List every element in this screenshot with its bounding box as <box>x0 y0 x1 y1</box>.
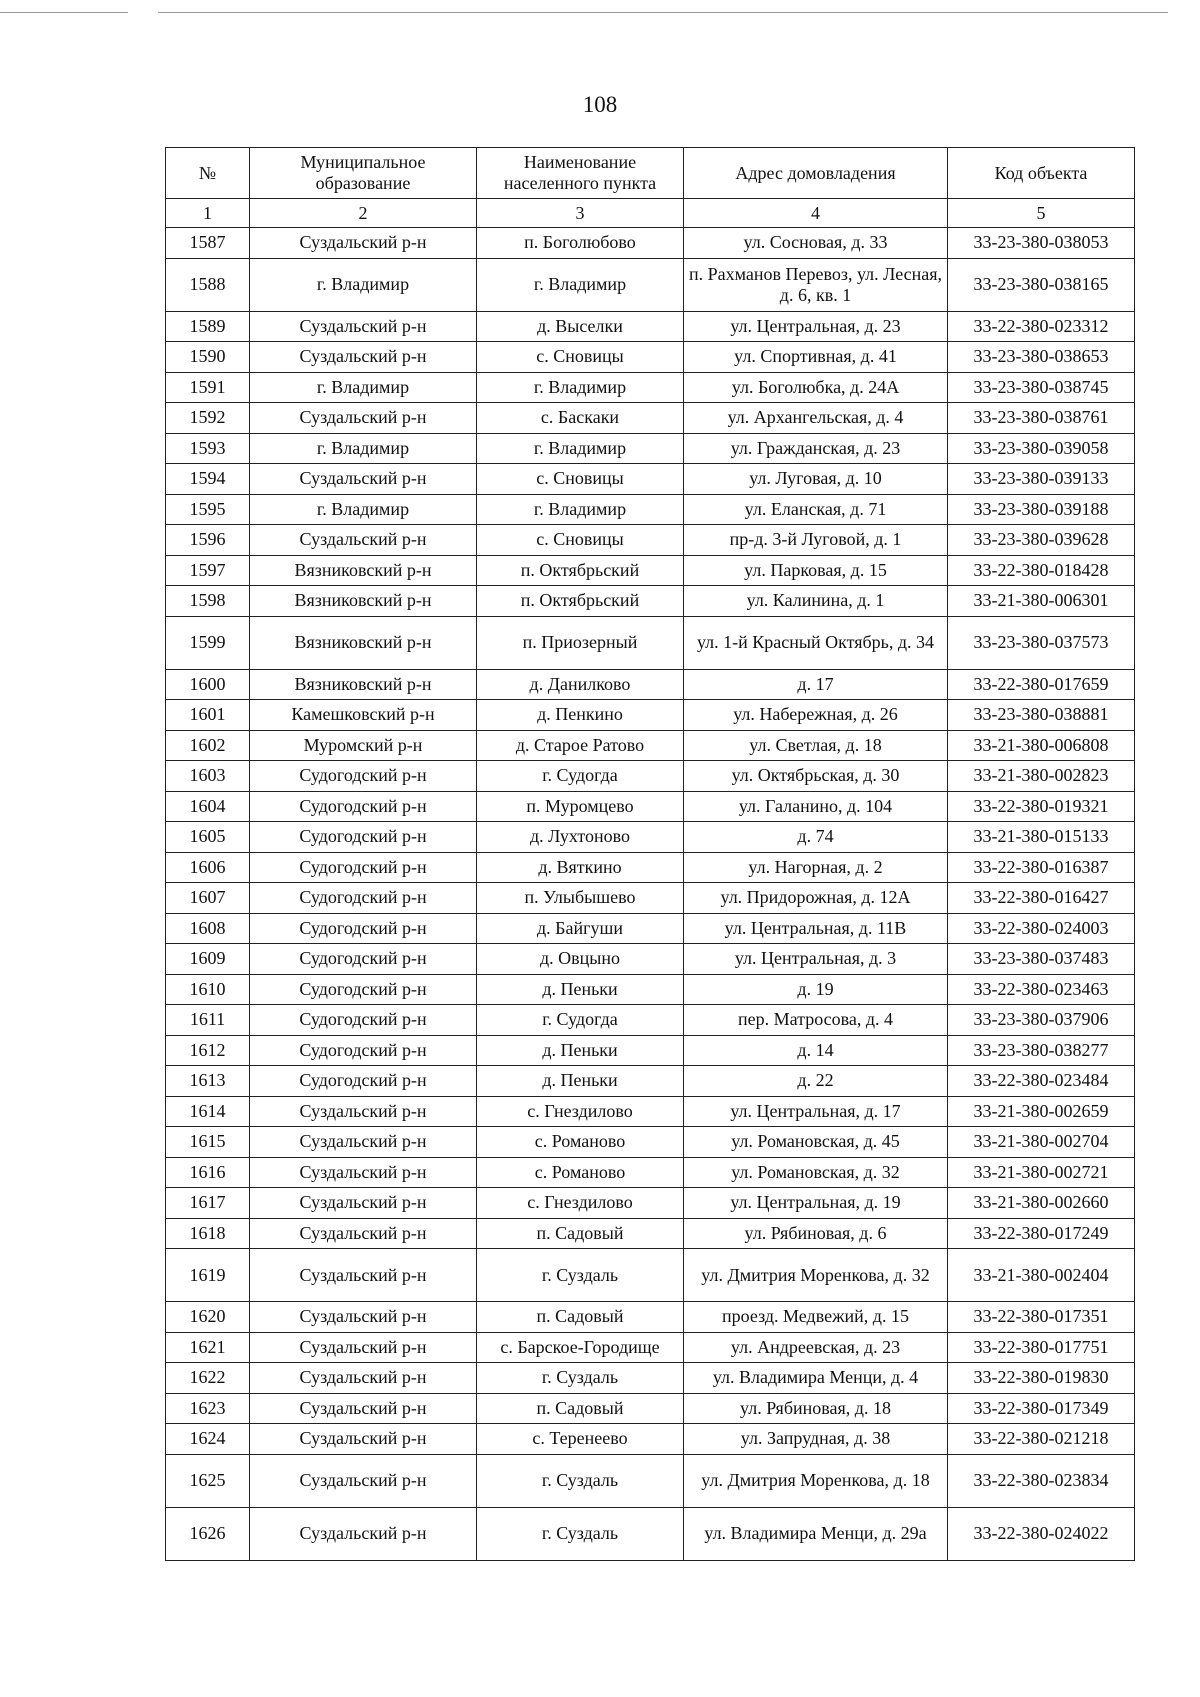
municipality-cell: Камешковский р-н <box>250 700 477 731</box>
settlement-cell: с. Баскаки <box>477 403 684 434</box>
row-number: 1612 <box>166 1035 250 1066</box>
table-row <box>166 525 1135 556</box>
municipality-cell: г. Владимир <box>250 433 477 464</box>
settlement-cell: д. Лухтоново <box>477 822 684 853</box>
page-number: 108 <box>582 92 618 117</box>
row-number: 1590 <box>166 342 250 373</box>
object-code-cell: 33-21-380-002823 <box>948 761 1135 792</box>
municipality-cell: Суздальский р-н <box>250 525 477 556</box>
municipality-cell: Судогодский р-н <box>250 1066 477 1097</box>
row-number: 1592 <box>166 403 250 434</box>
row-number: 1623 <box>166 1393 250 1424</box>
address-cell: ул. Романовская, д. 32 <box>684 1157 948 1188</box>
object-code-cell: 33-22-380-016427 <box>948 883 1135 914</box>
header-row <box>166 148 1135 199</box>
object-code-cell: 33-23-380-038165 <box>948 258 1135 311</box>
settlement-cell: с. Сновицы <box>477 525 684 556</box>
address-cell: ул. Центральная, д. 19 <box>684 1188 948 1219</box>
row-number: 1602 <box>166 730 250 761</box>
settlement-cell: п. Октябрьский <box>477 555 684 586</box>
municipality-cell: Суздальский р-н <box>250 1363 477 1394</box>
settlement-cell: п. Муромцево <box>477 791 684 822</box>
settlement-cell: с. Романово <box>477 1157 684 1188</box>
table-row <box>166 1127 1135 1158</box>
address-cell: д. 19 <box>684 974 948 1005</box>
settlement-cell: д. Пеньки <box>477 974 684 1005</box>
column-number: 2 <box>250 199 477 228</box>
object-code-cell: 33-21-380-002404 <box>948 1249 1135 1302</box>
table-row <box>166 1249 1135 1302</box>
object-code-cell: 33-22-380-016387 <box>948 852 1135 883</box>
object-code-cell: 33-21-380-006808 <box>948 730 1135 761</box>
municipality-cell: Вязниковский р-н <box>250 616 477 669</box>
municipality-cell: Судогодский р-н <box>250 1035 477 1066</box>
municipality-cell: Суздальский р-н <box>250 1454 477 1507</box>
municipality-cell: Муромский р-н <box>250 730 477 761</box>
row-number: 1620 <box>166 1302 250 1333</box>
settlement-cell: г. Владимир <box>477 258 684 311</box>
object-code-cell: 33-22-380-023463 <box>948 974 1135 1005</box>
object-code-cell: 33-23-380-038745 <box>948 372 1135 403</box>
row-number: 1587 <box>166 228 250 259</box>
municipality-cell: Суздальский р-н <box>250 1188 477 1219</box>
municipality-cell: г. Владимир <box>250 494 477 525</box>
row-number: 1613 <box>166 1066 250 1097</box>
row-number: 1599 <box>166 616 250 669</box>
table-row <box>166 974 1135 1005</box>
row-number: 1617 <box>166 1188 250 1219</box>
table-row <box>166 1005 1135 1036</box>
table-row <box>166 700 1135 731</box>
address-cell: ул. Светлая, д. 18 <box>684 730 948 761</box>
object-code-cell: 33-22-380-017751 <box>948 1332 1135 1363</box>
row-number: 1594 <box>166 464 250 495</box>
address-cell: ул. Дмитрия Моренкова, д. 18 <box>684 1454 948 1507</box>
table-row <box>166 1507 1135 1560</box>
object-code-cell: 33-23-380-039058 <box>948 433 1135 464</box>
municipality-cell: г. Владимир <box>250 258 477 311</box>
settlement-cell: г. Владимир <box>477 372 684 403</box>
table-row <box>166 228 1135 259</box>
settlement-cell: д. Байгуши <box>477 913 684 944</box>
address-cell: ул. Архангельская, д. 4 <box>684 403 948 434</box>
object-code-cell: 33-23-380-037483 <box>948 944 1135 975</box>
address-cell: ул. Центральная, д. 11В <box>684 913 948 944</box>
row-number: 1607 <box>166 883 250 914</box>
column-number: 5 <box>948 199 1135 228</box>
table-body <box>166 148 1135 1561</box>
address-cell: ул. Луговая, д. 10 <box>684 464 948 495</box>
municipality-cell: Суздальский р-н <box>250 228 477 259</box>
row-number: 1598 <box>166 586 250 617</box>
municipality-cell: Суздальский р-н <box>250 1302 477 1333</box>
object-code-cell: 33-22-380-019321 <box>948 791 1135 822</box>
address-cell: ул. Калинина, д. 1 <box>684 586 948 617</box>
object-code-cell: 33-21-380-002660 <box>948 1188 1135 1219</box>
column-number: 4 <box>684 199 948 228</box>
table-row <box>166 433 1135 464</box>
table-row <box>166 1302 1135 1333</box>
object-code-cell: 33-21-380-002659 <box>948 1096 1135 1127</box>
row-number: 1588 <box>166 258 250 311</box>
row-number: 1595 <box>166 494 250 525</box>
municipality-cell: Суздальский р-н <box>250 1127 477 1158</box>
settlement-cell: п. Боголюбово <box>477 228 684 259</box>
table-row <box>166 555 1135 586</box>
municipality-cell: Судогодский р-н <box>250 852 477 883</box>
address-cell: д. 22 <box>684 1066 948 1097</box>
settlement-cell: п. Садовый <box>477 1302 684 1333</box>
address-cell: д. 74 <box>684 822 948 853</box>
row-number: 1626 <box>166 1507 250 1560</box>
column-number: 3 <box>477 199 684 228</box>
table-row <box>166 372 1135 403</box>
object-code-cell: 33-23-380-038653 <box>948 342 1135 373</box>
address-cell: ул. Сосновая, д. 33 <box>684 228 948 259</box>
table-row <box>166 944 1135 975</box>
address-cell: ул. Андреевская, д. 23 <box>684 1332 948 1363</box>
settlement-cell: д. Пеньки <box>477 1035 684 1066</box>
address-cell: д. 17 <box>684 669 948 700</box>
municipality-cell: Суздальский р-н <box>250 1393 477 1424</box>
address-cell: ул. Дмитрия Моренкова, д. 32 <box>684 1249 948 1302</box>
object-code-cell: 33-22-380-017249 <box>948 1218 1135 1249</box>
address-cell: ул. Гражданская, д. 23 <box>684 433 948 464</box>
table-row <box>166 1035 1135 1066</box>
address-cell: проезд. Медвежий, д. 15 <box>684 1302 948 1333</box>
row-number: 1621 <box>166 1332 250 1363</box>
row-number: 1589 <box>166 311 250 342</box>
settlement-cell: д. Вяткино <box>477 852 684 883</box>
municipality-cell: Суздальский р-н <box>250 403 477 434</box>
table-row <box>166 1096 1135 1127</box>
municipality-cell: Суздальский р-н <box>250 1249 477 1302</box>
settlement-cell: д. Пеньки <box>477 1066 684 1097</box>
header-number: № <box>166 148 250 199</box>
object-code-cell: 33-22-380-024003 <box>948 913 1135 944</box>
row-number: 1596 <box>166 525 250 556</box>
header-address: Адрес домовладения <box>684 148 948 199</box>
object-code-cell: 33-23-380-037573 <box>948 616 1135 669</box>
municipality-cell: Вязниковский р-н <box>250 669 477 700</box>
row-number: 1614 <box>166 1096 250 1127</box>
column-number-row <box>166 199 1135 228</box>
table-row <box>166 1066 1135 1097</box>
settlement-cell: г. Судогда <box>477 761 684 792</box>
address-cell: ул. Придорожная, д. 12А <box>684 883 948 914</box>
settlement-cell: г. Суздаль <box>477 1507 684 1560</box>
table-row <box>166 913 1135 944</box>
settlement-cell: д. Овцыно <box>477 944 684 975</box>
address-cell: ул. Центральная, д. 23 <box>684 311 948 342</box>
table-row <box>166 791 1135 822</box>
header-settlement: Наименование населенного пункта <box>477 148 684 199</box>
object-code-cell: 33-22-380-023484 <box>948 1066 1135 1097</box>
table-row <box>166 403 1135 434</box>
settlement-cell: с. Теренеево <box>477 1424 684 1455</box>
table-row <box>166 258 1135 311</box>
municipality-cell: Судогодский р-н <box>250 944 477 975</box>
object-code-cell: 33-22-380-023834 <box>948 1454 1135 1507</box>
municipality-cell: Суздальский р-н <box>250 1218 477 1249</box>
row-number: 1600 <box>166 669 250 700</box>
municipality-cell: Суздальский р-н <box>250 1096 477 1127</box>
municipality-cell: Суздальский р-н <box>250 311 477 342</box>
row-number: 1604 <box>166 791 250 822</box>
object-code-cell: 33-22-380-018428 <box>948 555 1135 586</box>
row-number: 1625 <box>166 1454 250 1507</box>
row-number: 1593 <box>166 433 250 464</box>
table-row <box>166 342 1135 373</box>
municipality-cell: Суздальский р-н <box>250 1157 477 1188</box>
table-row <box>166 822 1135 853</box>
object-code-cell: 33-22-380-019830 <box>948 1363 1135 1394</box>
municipality-cell: г. Владимир <box>250 372 477 403</box>
address-cell: пер. Матросова, д. 4 <box>684 1005 948 1036</box>
settlement-cell: п. Октябрьский <box>477 586 684 617</box>
table-row <box>166 761 1135 792</box>
municipality-cell: Вязниковский р-н <box>250 555 477 586</box>
object-code-cell: 33-22-380-021218 <box>948 1424 1135 1455</box>
object-code-cell: 33-23-380-038761 <box>948 403 1135 434</box>
municipality-cell: Вязниковский р-н <box>250 586 477 617</box>
settlement-cell: с. Сновицы <box>477 342 684 373</box>
settlement-cell: д. Пенкино <box>477 700 684 731</box>
table-row <box>166 311 1135 342</box>
table-row <box>166 883 1135 914</box>
table-row <box>166 730 1135 761</box>
address-cell: ул. Владимира Менци, д. 29а <box>684 1507 948 1560</box>
address-cell: ул. Еланская, д. 71 <box>684 494 948 525</box>
row-number: 1611 <box>166 1005 250 1036</box>
municipality-cell: Судогодский р-н <box>250 822 477 853</box>
registry-table <box>165 147 1135 1561</box>
address-cell: ул. Центральная, д. 17 <box>684 1096 948 1127</box>
address-cell: ул. Рябиновая, д. 6 <box>684 1218 948 1249</box>
object-code-cell: 33-23-380-038881 <box>948 700 1135 731</box>
row-number: 1616 <box>166 1157 250 1188</box>
table-row <box>166 616 1135 669</box>
address-cell: ул. Набережная, д. 26 <box>684 700 948 731</box>
settlement-cell: с. Романово <box>477 1127 684 1158</box>
address-cell: ул. Центральная, д. 3 <box>684 944 948 975</box>
settlement-cell: с. Барское-Городище <box>477 1332 684 1363</box>
row-number: 1610 <box>166 974 250 1005</box>
municipality-cell: Суздальский р-н <box>250 342 477 373</box>
object-code-cell: 33-22-380-024022 <box>948 1507 1135 1560</box>
settlement-cell: г. Владимир <box>477 494 684 525</box>
settlement-cell: д. Выселки <box>477 311 684 342</box>
scan-edge-right <box>158 12 1168 13</box>
address-cell: ул. Октябрьская, д. 30 <box>684 761 948 792</box>
address-cell: ул. Романовская, д. 45 <box>684 1127 948 1158</box>
row-number: 1591 <box>166 372 250 403</box>
table-row <box>166 1157 1135 1188</box>
table-row <box>166 852 1135 883</box>
settlement-cell: п. Улыбышево <box>477 883 684 914</box>
municipality-cell: Судогодский р-н <box>250 1005 477 1036</box>
settlement-cell: г. Суздаль <box>477 1454 684 1507</box>
table-row <box>166 1218 1135 1249</box>
address-cell: ул. Рябиновая, д. 18 <box>684 1393 948 1424</box>
object-code-cell: 33-23-380-039188 <box>948 494 1135 525</box>
table-row <box>166 586 1135 617</box>
settlement-cell: п. Садовый <box>477 1218 684 1249</box>
object-code-cell: 33-22-380-017351 <box>948 1302 1135 1333</box>
settlement-cell: г. Владимир <box>477 433 684 464</box>
settlement-cell: с. Гнездилово <box>477 1188 684 1219</box>
municipality-cell: Суздальский р-н <box>250 1424 477 1455</box>
scan-edge-left <box>0 12 128 13</box>
settlement-cell: г. Суздаль <box>477 1249 684 1302</box>
address-cell: ул. Запрудная, д. 38 <box>684 1424 948 1455</box>
settlement-cell: п. Садовый <box>477 1393 684 1424</box>
municipality-cell: Судогодский р-н <box>250 883 477 914</box>
municipality-cell: Судогодский р-н <box>250 913 477 944</box>
address-cell: ул. Боголюбка, д. 24А <box>684 372 948 403</box>
address-cell: п. Рахманов Перевоз, ул. Лесная, д. 6, кв. 1 <box>684 258 948 311</box>
object-code-cell: 33-21-380-015133 <box>948 822 1135 853</box>
row-number: 1597 <box>166 555 250 586</box>
table-row <box>166 464 1135 495</box>
object-code-cell: 33-21-380-006301 <box>948 586 1135 617</box>
table-row <box>166 669 1135 700</box>
table-row <box>166 1332 1135 1363</box>
address-cell: ул. Парковая, д. 15 <box>684 555 948 586</box>
municipality-cell: Судогодский р-н <box>250 761 477 792</box>
municipality-cell: Суздальский р-н <box>250 464 477 495</box>
address-cell: ул. Нагорная, д. 2 <box>684 852 948 883</box>
table-row <box>166 1454 1135 1507</box>
object-code-cell: 33-22-380-023312 <box>948 311 1135 342</box>
object-code-cell: 33-23-380-037906 <box>948 1005 1135 1036</box>
table-row <box>166 1424 1135 1455</box>
municipality-cell: Судогодский р-н <box>250 791 477 822</box>
row-number: 1609 <box>166 944 250 975</box>
table-row <box>166 1393 1135 1424</box>
header-object-code: Код объекта <box>948 148 1135 199</box>
row-number: 1615 <box>166 1127 250 1158</box>
row-number: 1608 <box>166 913 250 944</box>
address-cell: ул. Спортивная, д. 41 <box>684 342 948 373</box>
municipality-cell: Судогодский р-н <box>250 974 477 1005</box>
settlement-cell: д. Данилково <box>477 669 684 700</box>
table-row <box>166 1363 1135 1394</box>
settlement-cell: с. Гнездилово <box>477 1096 684 1127</box>
municipality-cell: Суздальский р-н <box>250 1507 477 1560</box>
row-number: 1618 <box>166 1218 250 1249</box>
row-number: 1601 <box>166 700 250 731</box>
settlement-cell: г. Суздаль <box>477 1363 684 1394</box>
table-row <box>166 494 1135 525</box>
column-number: 1 <box>166 199 250 228</box>
row-number: 1603 <box>166 761 250 792</box>
row-number: 1622 <box>166 1363 250 1394</box>
municipality-cell: Суздальский р-н <box>250 1332 477 1363</box>
object-code-cell: 33-23-380-038277 <box>948 1035 1135 1066</box>
object-code-cell: 33-23-380-038053 <box>948 228 1135 259</box>
object-code-cell: 33-21-380-002704 <box>948 1127 1135 1158</box>
header-municipality: Муниципальное образование <box>250 148 477 199</box>
row-number: 1619 <box>166 1249 250 1302</box>
settlement-cell: с. Сновицы <box>477 464 684 495</box>
table-row <box>166 1188 1135 1219</box>
object-code-cell: 33-23-380-039628 <box>948 525 1135 556</box>
object-code-cell: 33-23-380-039133 <box>948 464 1135 495</box>
settlement-cell: п. Приозерный <box>477 616 684 669</box>
settlement-cell: г. Судогда <box>477 1005 684 1036</box>
object-code-cell: 33-22-380-017349 <box>948 1393 1135 1424</box>
settlement-cell: д. Старое Ратово <box>477 730 684 761</box>
address-cell: ул. 1-й Красный Октябрь, д. 34 <box>684 616 948 669</box>
row-number: 1605 <box>166 822 250 853</box>
address-cell: ул. Галанино, д. 104 <box>684 791 948 822</box>
object-code-cell: 33-22-380-017659 <box>948 669 1135 700</box>
address-cell: пр-д. 3-й Луговой, д. 1 <box>684 525 948 556</box>
row-number: 1624 <box>166 1424 250 1455</box>
address-cell: ул. Владимира Менци, д. 4 <box>684 1363 948 1394</box>
row-number: 1606 <box>166 852 250 883</box>
address-cell: д. 14 <box>684 1035 948 1066</box>
object-code-cell: 33-21-380-002721 <box>948 1157 1135 1188</box>
